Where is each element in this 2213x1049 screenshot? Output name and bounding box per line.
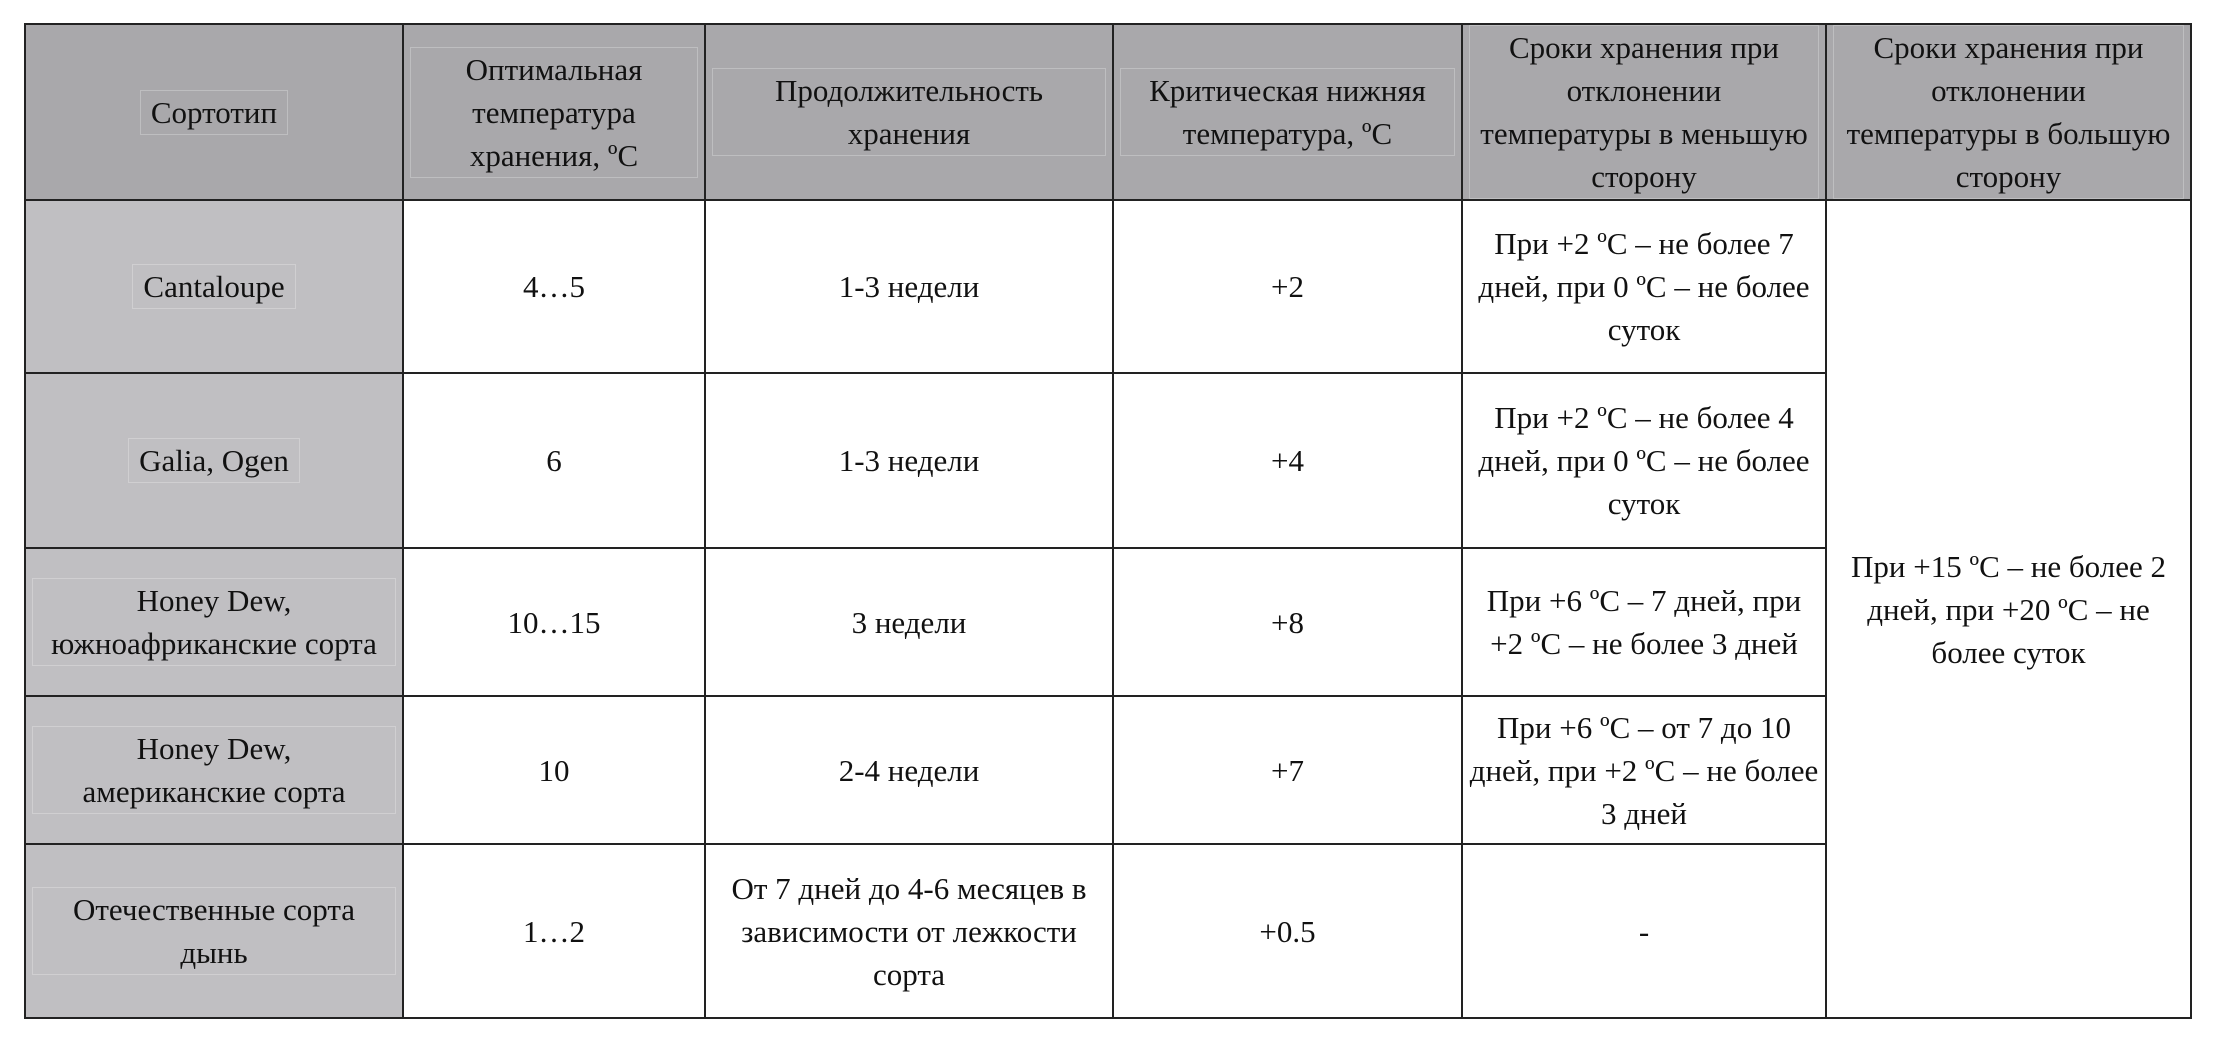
cell-critical-temp: +8 xyxy=(1113,548,1462,696)
cell-upper-deviation: При +15 ºС – не более 2 дней, при +20 ºС – не более суток xyxy=(1826,200,2191,1018)
cell-variety xyxy=(25,844,403,1018)
header-text: Критическая нижняя температура, ºС xyxy=(1120,68,1455,156)
cell-critical-temp: +0.5 xyxy=(1113,844,1462,1018)
header-row xyxy=(25,24,2191,200)
cell-optimal-temp: 10 xyxy=(403,696,705,844)
cell-duration: От 7 дней до 4-6 месяцев в зависимости от лежкости сорта xyxy=(705,844,1113,1018)
header-critical-temp xyxy=(1113,24,1462,200)
cell-critical-temp: +7 xyxy=(1113,696,1462,844)
cell-optimal-temp: 10…15 xyxy=(403,548,705,696)
header-text: Продолжительность хранения xyxy=(712,68,1106,156)
cell-duration: 3 недели xyxy=(705,548,1113,696)
header-text: Сроки хранения при отклонении температуры в меньшую сторону xyxy=(1469,25,1819,199)
variety-text: Galia, Ogen xyxy=(128,438,300,483)
cell-critical-temp: +2 xyxy=(1113,200,1462,373)
header-text: Сортотип xyxy=(140,90,288,135)
cell-lower-deviation: При +6 ºС – 7 дней, при +2 ºС – не более 3 дней xyxy=(1462,548,1826,696)
header-optimal-temp xyxy=(403,24,705,200)
cell-lower-deviation: При +2 ºС – не более 7 дней, при 0 ºС – не более суток xyxy=(1462,200,1826,373)
cell-variety xyxy=(25,696,403,844)
cell-lower-deviation: - xyxy=(1462,844,1826,1018)
cell-lower-deviation: При +6 ºС – от 7 до 10 дней, при +2 ºС – не более 3 дней xyxy=(1462,696,1826,844)
variety-text: Honey Dew, южноафриканские сорта xyxy=(32,578,396,666)
table-row xyxy=(25,200,2191,373)
variety-text: Cantaloupe xyxy=(132,264,295,309)
cell-variety xyxy=(25,548,403,696)
melon-storage-table xyxy=(24,23,2192,1019)
cell-critical-temp: +4 xyxy=(1113,373,1462,548)
header-lower-deviation xyxy=(1462,24,1826,200)
cell-variety xyxy=(25,200,403,373)
cell-variety xyxy=(25,373,403,548)
cell-duration: 1-3 недели xyxy=(705,373,1113,548)
header-text: Сроки хранения при отклонении температуры в большую сторону xyxy=(1833,25,2184,199)
header-text: Оптимальная температура хранения, ºС xyxy=(410,47,698,178)
cell-optimal-temp: 1…2 xyxy=(403,844,705,1018)
variety-text: Honey Dew, американские сорта xyxy=(32,726,396,814)
cell-lower-deviation: При +2 ºС – не более 4 дней, при 0 ºС – не более суток xyxy=(1462,373,1826,548)
cell-optimal-temp: 6 xyxy=(403,373,705,548)
header-duration xyxy=(705,24,1113,200)
cell-optimal-temp: 4…5 xyxy=(403,200,705,373)
cell-duration: 2-4 недели xyxy=(705,696,1113,844)
header-variety xyxy=(25,24,403,200)
cell-duration: 1-3 недели xyxy=(705,200,1113,373)
header-upper-deviation xyxy=(1826,24,2191,200)
variety-text: Отечественные сорта дынь xyxy=(32,887,396,975)
